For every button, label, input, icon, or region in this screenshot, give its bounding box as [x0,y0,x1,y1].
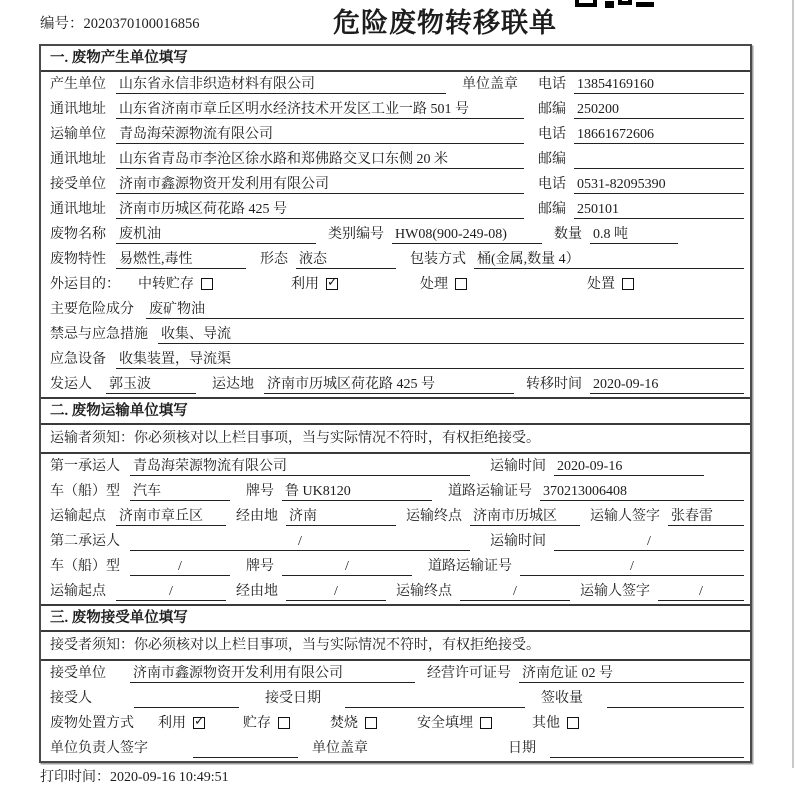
row-receiver-unit [41,172,750,197]
route2-origin-label: 运输起点 [50,584,106,599]
route1-via-value: 济南 [286,508,396,526]
emergency-equipment-value: 收集装置，导流渠 [116,351,744,369]
row-waste-name [41,222,750,247]
document-header [0,0,796,44]
receiver-seal-label: 单位盖章 [312,741,368,756]
generator-zip-value: 250200 [574,101,744,119]
seal-date-label: 日期 [508,741,536,756]
row-emergency-equipment [41,347,750,372]
route2-origin-value: / [116,583,226,601]
transport-time1-label: 运输时间 [490,459,546,474]
row-contraindications [41,322,750,347]
transporter-notice: 运输者须知：你必须核对以上栏目事项，当与实际情况不符时，有权拒绝接受。 [41,425,750,454]
waste-name-label: 废物名称 [50,227,106,242]
receiver-address-label: 通讯地址 [50,202,106,217]
accepting-unit-value: 济南市鑫源物资开发利用有限公司 [130,665,415,683]
transfer-time-label: 转移时间 [526,377,582,392]
section1-heading: 一. 废物产生单位填写 [41,46,750,72]
row-route2 [41,579,750,604]
second-carrier-value: / [130,533,470,551]
receiver-phone-label: 电话 [538,177,566,192]
serial-label: 编号： [40,16,84,32]
generator-phone-label: 电话 [538,77,566,92]
receiver-zip-value: 250101 [574,201,744,219]
plate-number2-value: / [282,558,412,576]
receiver-unit-value: 济南市鑫源物资开发利用有限公司 [116,176,524,194]
license-number-label: 经营许可证号 [427,666,511,681]
disposal-storage-checkbox [278,717,290,729]
destination-label: 运达地 [212,377,254,392]
road-permit1-label: 道路运输证号 [448,484,532,499]
plate-number1-value: 鲁 UK8120 [282,483,432,501]
transport-unit-value: 青岛海荣源物流有限公司 [116,126,524,144]
waste-property-label: 废物特性 [50,252,106,267]
waste-name-value: 废机油 [116,226,316,244]
vehicle-type2-value: / [130,558,230,576]
option-disposal-other: 其他 [532,715,579,733]
first-carrier-label: 第一承运人 [50,459,120,474]
packaging-value: 桶(金属,数量 4） [474,251,744,269]
row-acceptor [41,686,750,711]
hazard-components-value: 废矿物油 [146,301,744,319]
receiver-unit-label: 接受单位 [50,177,106,192]
transfer-time-value: 2020-09-16 [590,376,744,394]
form-state-label: 形态 [260,252,288,267]
route1-signature-value: 张春雷 [668,508,744,526]
cut-off-stamp [575,0,657,10]
emergency-equipment-label: 应急设备 [50,352,106,367]
plate-number2-label: 牌号 [246,559,274,574]
road-permit2-value: / [520,558,744,576]
generator-phone-value: 13854169160 [574,76,744,94]
row-unit-head-signature [41,736,750,761]
category-code-label: 类别编号 [328,227,384,242]
print-time-label: 打印时间： [40,770,110,785]
row-disposal-method [41,711,750,736]
disposal-other-checkbox [567,717,579,729]
generator-address-label: 通讯地址 [50,102,106,117]
disposal-landfill-checkbox [480,717,492,729]
option-dispose: 处置 [587,276,634,294]
signed-quantity-value [607,690,744,708]
route1-origin-value: 济南市章丘区 [116,508,226,526]
generator-unit-value: 山东省永信非织造材料有限公司 [116,76,446,94]
option-disposal-utilize: 利用 ✓ [158,715,205,733]
transport-zip-value [574,151,744,169]
signed-quantity-label: 签收量 [541,691,583,706]
quantity-label: 数量 [554,227,582,242]
transport-time1-value: 2020-09-16 [554,458,704,476]
unit-head-signature-value [193,740,298,758]
section2-heading: 二. 废物运输单位填写 [41,397,750,425]
generator-unit-label: 产生单位 [50,77,106,92]
route1-end-label: 运输终点 [406,509,462,524]
row-receiver-address [41,197,750,222]
route1-end-value: 济南市历城区 [470,508,580,526]
option-disposal-landfill: 安全填埋 [417,715,492,733]
generator-address-value: 山东省济南市章丘区明水经济技术开发区工业一路 501 号 [116,101,524,119]
contraindications-label: 禁忌与应急措施 [50,327,148,342]
transport-address-label: 通讯地址 [50,152,106,167]
row-transport-address [41,147,750,172]
option-disposal-storage: 贮存 [243,715,290,733]
row-outbound-purpose [41,272,750,297]
receiver-address-value: 济南市历城区荷花路 425 号 [116,201,524,219]
row-route1 [41,504,750,529]
route2-end-label: 运输终点 [396,584,452,599]
utilize-checkbox [326,278,338,290]
transfer-storage-checkbox [201,278,213,290]
accepting-unit-label: 接受单位 [50,666,106,681]
contraindications-value: 收集、导流 [158,326,744,344]
consignor-value: 郭玉波 [106,376,196,394]
transport-phone-label: 电话 [538,127,566,142]
hazard-components-label: 主要危险成分 [50,302,134,317]
row-consignor [41,372,750,397]
row-transport-unit [41,122,750,147]
road-permit2-label: 道路运输证号 [428,559,512,574]
disposal-utilize-checkbox [193,717,205,729]
accept-date-value [345,690,525,708]
disposal-incinerate-checkbox [365,717,377,729]
generator-zip-label: 邮编 [538,102,566,117]
vehicle-type1-label: 车（船）型 [50,484,120,499]
form-state-value: 液态 [296,251,396,269]
route2-end-value: / [460,583,570,601]
unit-head-signature-label: 单位负责人签字 [50,741,148,756]
row-vehicle-type2 [41,554,750,579]
option-disposal-incinerate: 焚烧 [330,715,377,733]
transport-unit-label: 运输单位 [50,127,106,142]
row-generator-address [41,97,750,122]
route1-origin-label: 运输起点 [50,509,106,524]
serial-number-line [40,12,200,33]
waste-property-value: 易燃性,毒性 [116,251,246,269]
destination-value: 济南市历城区荷花路 425 号 [264,376,514,394]
option-treat: 处理 [420,276,467,294]
vehicle-type2-label: 车（船）型 [50,559,120,574]
receiver-zip-label: 邮编 [538,202,566,217]
packaging-label: 包装方式 [410,252,466,267]
print-time-value: 2020-09-16 10:49:51 [110,770,229,785]
route2-via-label: 经由地 [236,584,278,599]
treat-checkbox [455,278,467,290]
transport-zip-label: 邮编 [538,152,566,167]
outbound-purpose-label: 外运目的： [50,277,120,292]
route2-signature-value: / [658,583,744,601]
option-transfer-storage: 中转贮存 [138,276,213,294]
dispose-checkbox [622,278,634,290]
print-time-line [40,766,796,786]
license-number-value: 济南危证 02 号 [519,665,744,683]
serial-number: 2020370100016856 [83,16,200,32]
receiver-phone-value: 0531-82095390 [574,176,744,194]
row-vehicle-type1 [41,479,750,504]
option-utilize: 利用 ✓ [291,276,338,294]
route1-signature-label: 运输人签字 [590,509,660,524]
unit-seal-label: 单位盖章 [462,77,518,92]
vehicle-type1-value: 汽车 [130,483,230,501]
seal-date-value [550,740,744,758]
consignor-label: 发运人 [50,377,92,392]
document-title: 危险废物转移联单 [333,8,557,38]
page-edge-divider [792,0,794,768]
transport-phone-value: 18661672606 [574,126,744,144]
route1-via-label: 经由地 [236,509,278,524]
row-generator-unit [41,72,750,97]
row-hazard-components [41,297,750,322]
quantity-value: 0.8 吨 [590,226,678,244]
second-carrier-label: 第二承运人 [50,534,120,549]
acceptor-value [134,690,239,708]
category-code-value: HW08(900-249-08) [392,226,542,244]
row-waste-property [41,247,750,272]
transport-time2-label: 运输时间 [490,534,546,549]
section3-heading: 三. 废物接受单位填写 [41,604,750,632]
disposal-method-label: 废物处置方式 [50,716,134,731]
receiver-notice: 接受者须知：你必须核对以上栏目事项，当与实际情况不符时，有权拒绝接受。 [41,632,750,661]
acceptor-label: 接受人 [50,691,92,706]
row-accepting-unit [41,661,750,686]
transport-address-value: 山东省青岛市李沧区徐水路和郑佛路交叉口东侧 20 米 [116,151,524,169]
transport-time2-value: / [554,533,744,551]
road-permit1-value: 370213006408 [540,483,744,501]
route2-via-value: / [286,583,386,601]
plate-number1-label: 牌号 [246,484,274,499]
row-second-carrier [41,529,750,554]
manifest-form [39,44,752,763]
accept-date-label: 接受日期 [265,691,321,706]
row-first-carrier [41,454,750,479]
route2-signature-label: 运输人签字 [580,584,650,599]
first-carrier-value: 青岛海荣源物流有限公司 [130,458,470,476]
